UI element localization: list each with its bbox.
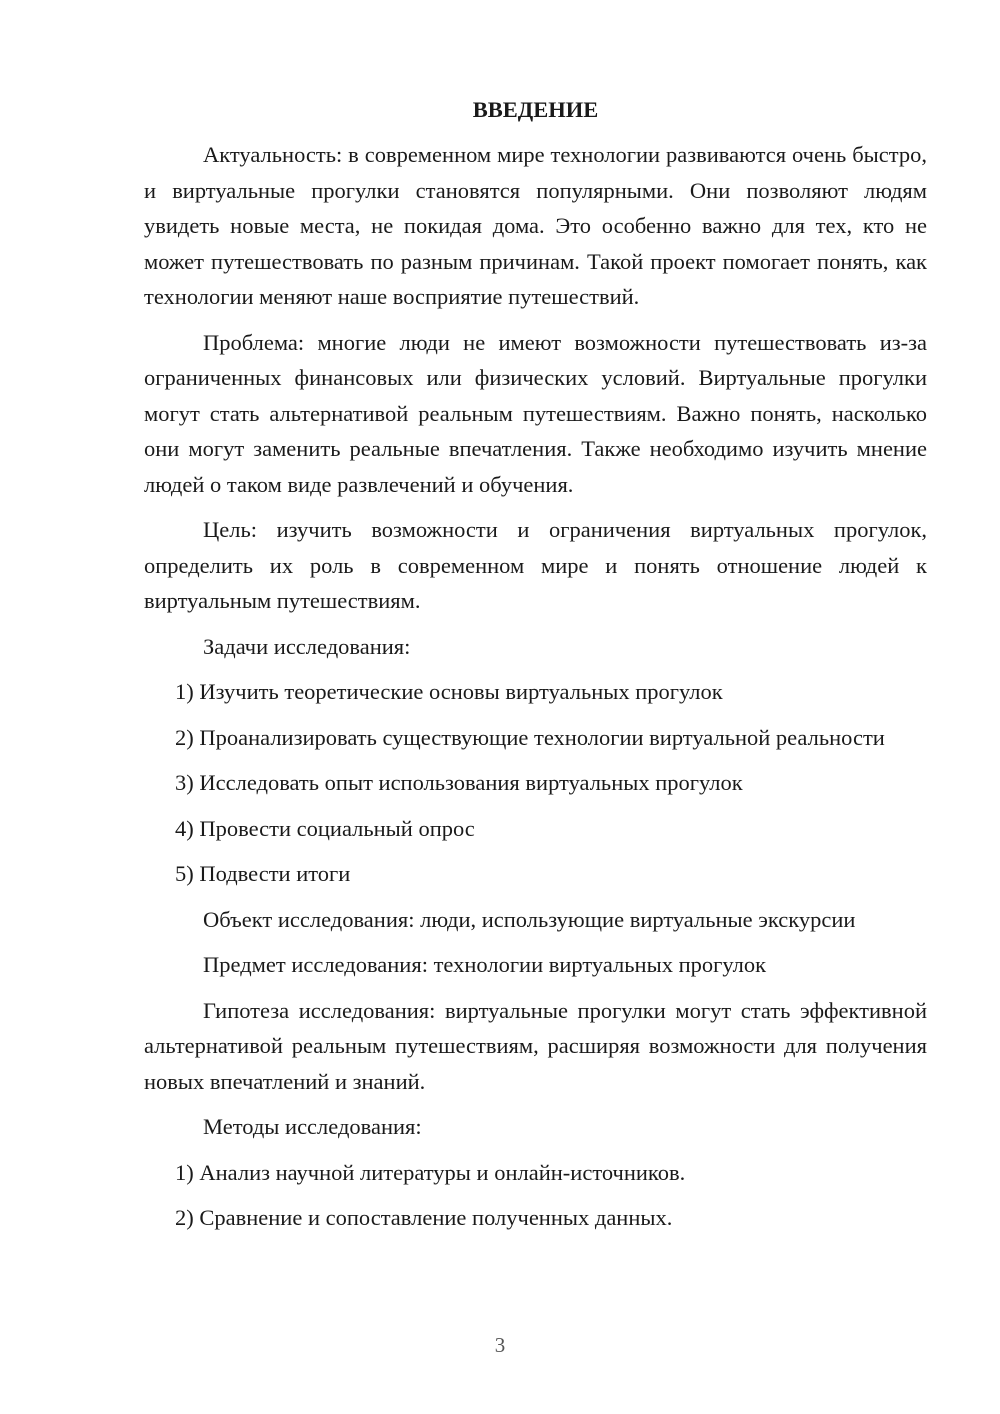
page-number: 3	[494, 1333, 506, 1357]
task-item-3: 3) Исследовать опыт использования виртуальных прогулок	[175, 770, 743, 795]
subject-line: Предмет исследования: технологии виртуальных прогулок	[203, 952, 767, 977]
page-title: ВВЕДЕНИЕ	[472, 97, 599, 122]
method-item-1: 1) Анализ научной литературы и онлайн-источников.	[175, 1159, 686, 1185]
task-item-4: 4) Провести социальный опрос	[175, 815, 475, 841]
goal-paragraph: Цель: изучить возможности и ограничения виртуальных прогулок, определить их роль в современном мире и понять отношение людей к виртуальным путешествиям.	[144, 517, 927, 613]
hypothesis-paragraph: Гипотеза исследования: виртуальные прогулки могут стать эффективной альтернативой реальным путешествиям, расширяя возможности для получения новых впечатлений и знаний.	[144, 997, 927, 1094]
object-line: Объект исследования: люди, использующие виртуальные экскурсии	[203, 906, 856, 932]
document-page	[144, 92, 927, 1246]
relevance-paragraph: Актуальность: в современном мире технологии развиваются очень быстро, и виртуальные прогулки становятся популярными. Они позволяют людям увидеть новые места, не покидая дома. Это особенно важно для тех, кто не может путешествовать по разным причинам. Такой проект помогает понять, как технологии меняют наше восприятие путешествий.	[144, 142, 927, 309]
tasks-heading: Задачи исследования:	[203, 633, 411, 659]
task-item-2: 2) Проанализировать существующие технологии виртуальной реальности	[175, 724, 885, 750]
task-item-1: 1) Изучить теоретические основы виртуальных прогулок	[175, 679, 723, 704]
task-item-5: 5) Подвести итоги	[175, 861, 351, 886]
method-item-2: 2) Сравнение и сопоставление полученных данных.	[175, 1205, 673, 1230]
problem-paragraph: Проблема: многие люди не имеют возможности путешествовать из-за ограниченных финансовых или физических условий. Виртуальные прогулки могут стать альтернативой реальным путешествиям. Важно понять, насколько они могут заменить реальные впечатления. Также необходимо изучить мнение людей о таком виде развлечений и обучения.	[144, 329, 927, 497]
methods-heading: Методы исследования:	[203, 1114, 422, 1139]
